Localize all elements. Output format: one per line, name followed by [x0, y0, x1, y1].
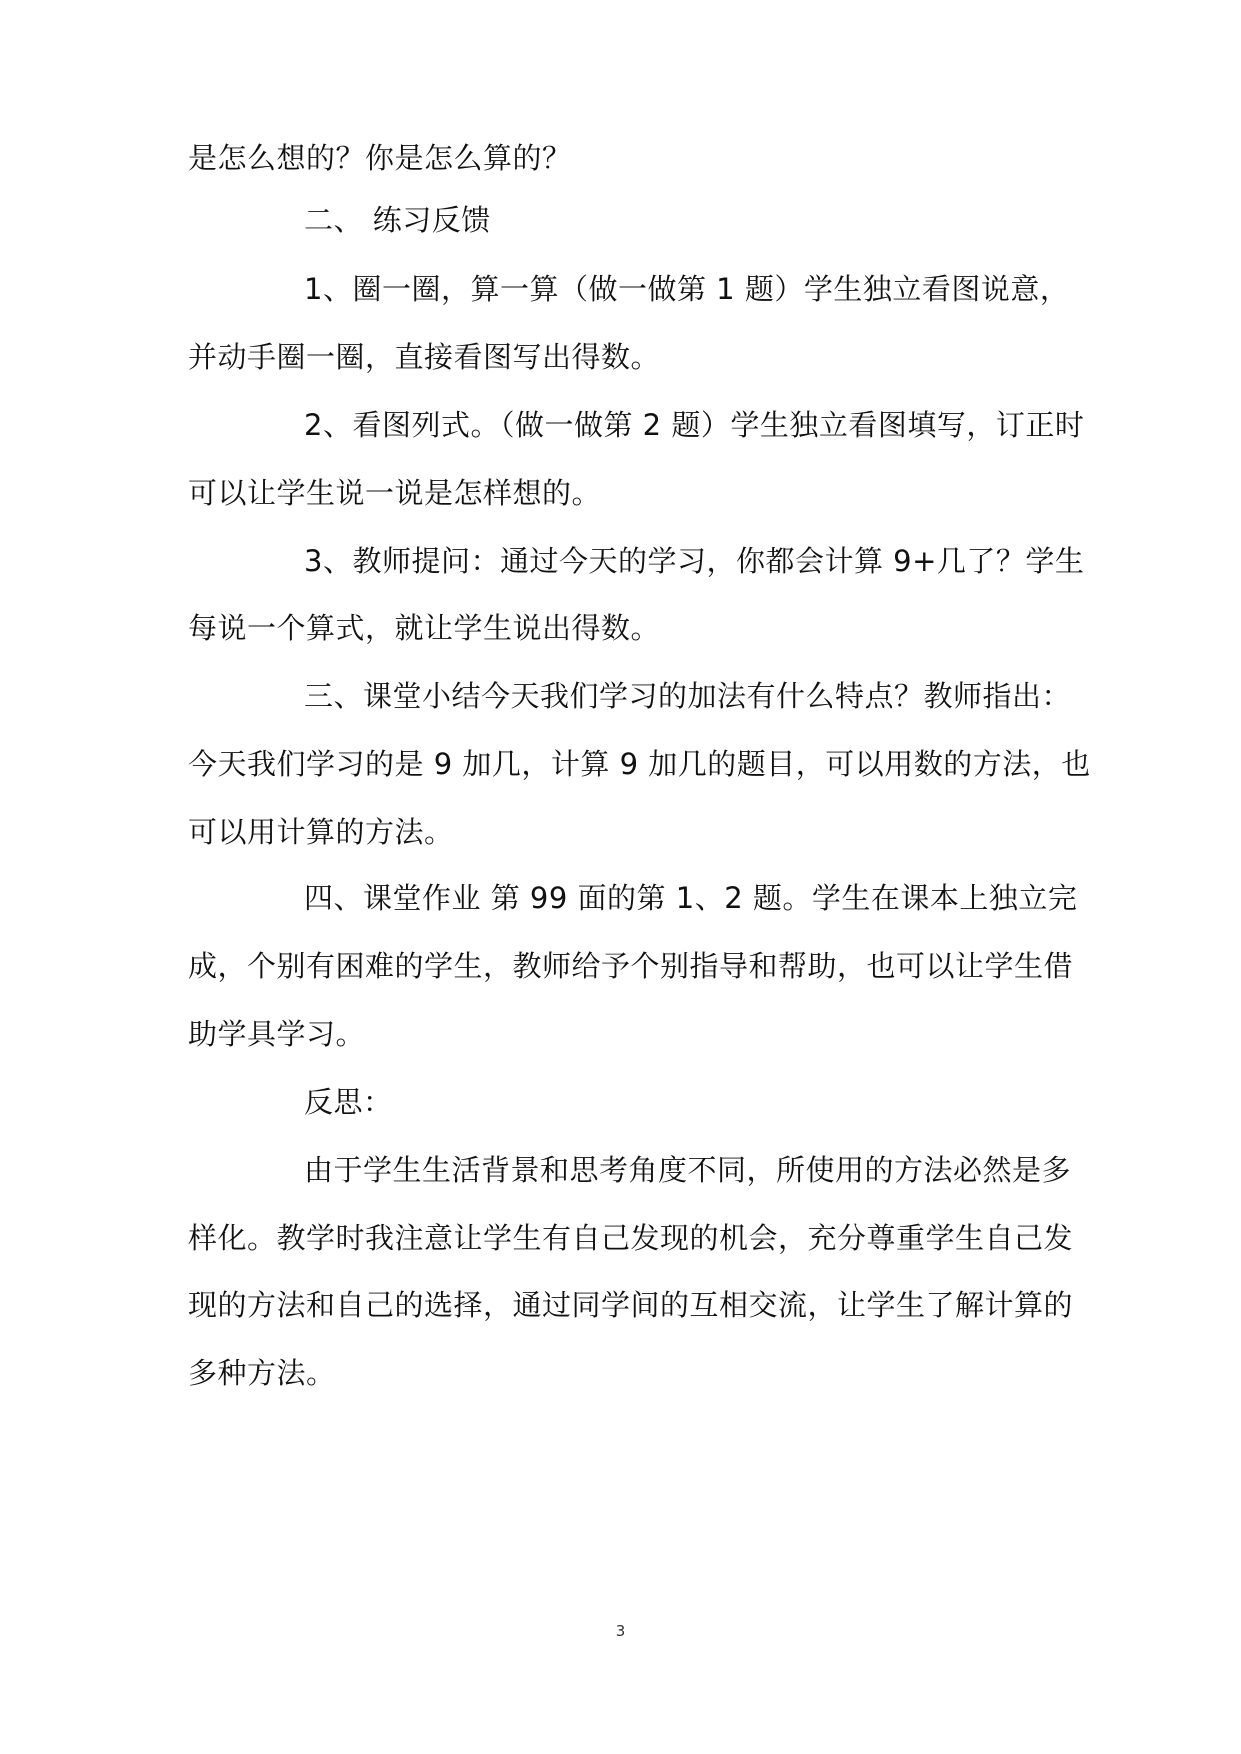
text-line: 是怎么想的？你是怎么算的？	[188, 141, 572, 175]
page-number: 3	[615, 1622, 626, 1640]
text-line: 样化。教学时我注意让学生有自己发现的机会，充分尊重学生自己发	[188, 1221, 1074, 1255]
section-heading-summary: 三、课堂小结今天我们学习的加法有什么特点？教师指出：	[304, 679, 1072, 713]
text-line: 现的方法和自己的选择，通过同学间的互相交流，让学生了解计算的	[188, 1288, 1074, 1322]
text-line: 可以用计算的方法。	[188, 815, 454, 849]
text-line: 每说一个算式，就让学生说出得数。	[188, 611, 661, 645]
text-line: 3、教师提问：通过今天的学习，你都会计算 9+几了？学生	[304, 544, 1085, 578]
section-heading-homework: 四、课堂作业 第 99 面的第 1、2 题。学生在课本上独立完	[304, 881, 1078, 915]
text-line: 成，个别有困难的学生，教师给予个别指导和帮助，也可以让学生借	[188, 949, 1074, 983]
text-line: 1、圈一圈，算一算（做一做第 1 题）学生独立看图说意，	[304, 272, 1070, 306]
text-line: 多种方法。	[188, 1356, 336, 1390]
text-line: 2、看图列式。（做一做第 2 题）学生独立看图填写，订正时	[304, 408, 1085, 442]
text-line: 并动手圈一圈，直接看图写出得数。	[188, 340, 661, 374]
section-heading-practice: 二、 练习反馈	[304, 203, 491, 237]
text-line: 可以让学生说一说是怎样想的。	[188, 476, 602, 510]
text-line: 今天我们学习的是 9 加几，计算 9 加几的题目，可以用数的方法，也	[188, 747, 1091, 781]
section-heading-reflection: 反思：	[304, 1085, 393, 1119]
text-line: 助学具学习。	[188, 1017, 366, 1051]
text-line: 由于学生生活背景和思考角度不同，所使用的方法必然是多	[304, 1153, 1072, 1187]
